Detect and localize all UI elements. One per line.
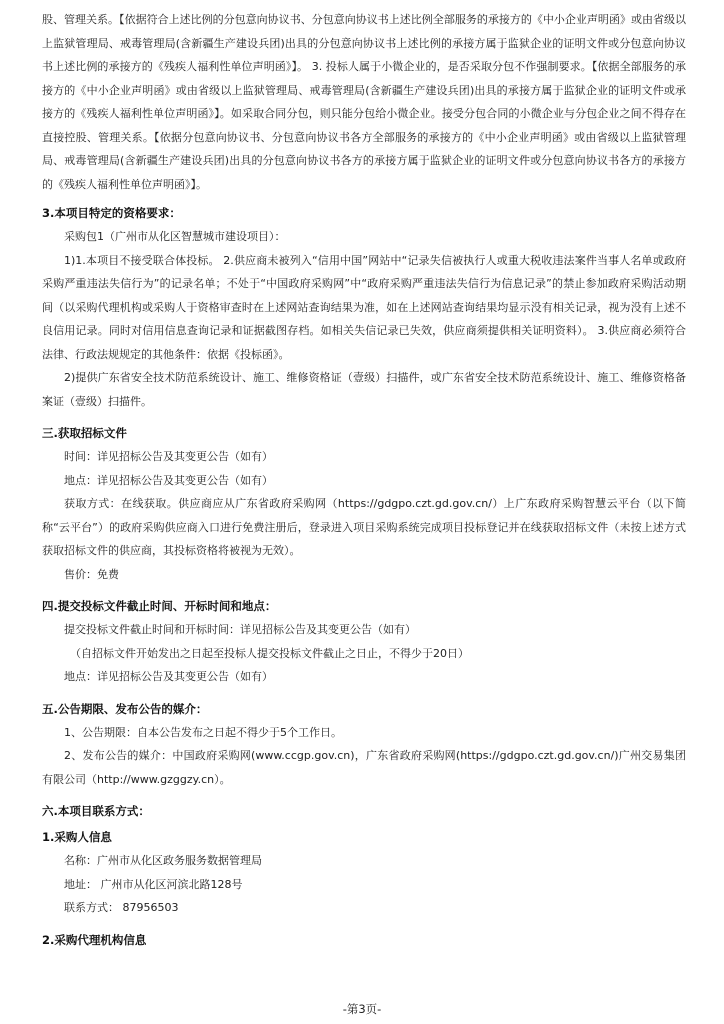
submit-place: 地点：详见招标公告及其变更公告（如有） <box>64 670 273 683</box>
package-label: 采购包1（广州市从化区智慧城市建设项目）： <box>64 230 286 243</box>
buyer-name: 名称：广州市从化区政务服务数据管理局 <box>64 854 262 867</box>
get-docs-time: 时间：详见招标公告及其变更公告（如有） <box>64 450 273 463</box>
subcontract-paragraph: 股、管理关系。【依据符合上述比例的分包意向协议书、分包意向协议书上述比例全部服务的承接方的《中小企业声明函》或由省级以上监狱管理局、戒毒管理局(含新疆生产建设兵团)出具的分包意向协议书上述比例的承接方属于监狱企业的证明文件或分包意向协议书上述比例的承接方的《残疾人福利性单位声明函》】。 3. 投标人属于小微企业的，是否采取分包不作强制要求。【依据全部服务的承接方的《中小企业声明函》或由省级以上监狱管理局、戒毒管理局(含新疆生产建设兵团)出具的承接方属于监狱企业的证明文件或承接方的《残疾人福利性单位声明函》】。如采取合同分包，则只能分包给小微企业。接受分包合同的小微企业与分包企业之间不得存在直接控股、管理关系。【依据分包意向协议书、分包意向协议书各方全部服务的承接方的《中小企业声明函》或由省级以上监狱管理局、戒毒管理局(含新疆生产建设兵团)出具的分包意向协议书各方的承接方属于监狱企业的证明文件或分包意向协议书各方的承接方的《残疾人福利性单位声明函》】。 <box>42 13 686 191</box>
agent-info-heading: 2.采购代理机构信息 <box>42 932 147 947</box>
notice-period: 1、公告期限：自本公告发布之日起不得少于5个工作日。 <box>64 725 342 739</box>
section-contact-heading: 六.本项目联系方式： <box>42 804 150 818</box>
page-number: -第3页- <box>342 1002 382 1016</box>
qualification-item-2: 2)提供广东省安全技术防范系统设计、施工、维修资格证（壹级）扫描件，或广东省安全技术防范系统设计、施工、维修资格备案证（壹级）扫描件。 <box>42 371 686 408</box>
notice-media: 2、发布公告的媒介：中国政府采购网(www.ccgp.gov.cn)，广东省政府采购网(https://gdgpo.czt.gd.gov.cn/)广州交易集团有限公司（http://www.gzggzy.cn）。 <box>42 749 686 786</box>
section-submit-heading: 四.提交投标文件截止时间、开标时间和地点： <box>42 599 277 613</box>
section-qualification-heading: 3.本项目特定的资格要求： <box>42 206 181 220</box>
get-docs-method: 获取方式：在线获取。供应商应从广东省政府采购网（https://gdgpo.czt.gd.gov.cn/）上广东政府采购智慧云平台（以下简称“云平台”）的政府采购供应商入口进行免费注册后，登录进入项目采购系统完成项目投标登记并在线获取招标文件（未按上述方式获取招标文件的供应商，其投标资格将被视为无效）。 <box>42 497 686 557</box>
section-notice-heading: 五.公告期限、发布公告的媒介： <box>42 701 208 716</box>
section-get-docs-heading: 三.获取招标文件 <box>42 426 127 440</box>
get-docs-place: 地点：详见招标公告及其变更公告（如有） <box>64 473 273 487</box>
buyer-phone: 联系方式： 87956503 <box>64 901 179 914</box>
get-docs-price: 售价：免费 <box>64 567 119 581</box>
qualification-item-1: 1)1.本项目不接受联合体投标。 2.供应商未被列入“信用中国”网站中“记录失信被执行人或重大税收违法案件当事人名单或政府采购严重违法失信行为”的记录名单；不处于“中国政府采购网”中“政府采购严重违法失信行为信息记录”的禁止参加政府采购活动期间（以采购代理机构或采购人于资格审查时在上述网站查询结果为准，如在上述网站查询结果均显示没有相关记录，视为没有上述不良信用记录。同时对信用信息查询记录和证据截图存档。如相关失信记录已失效，供应商须提供相关证明资料）。 3.供应商必须符合法律、行政法规规定的其他条件：依据《投标函》。 <box>42 253 686 361</box>
submit-note: （自招标文件开始发出之日起至投标人提交投标文件截止之日止，不得少于20日） <box>70 646 469 660</box>
buyer-info-heading: 1.采购人信息 <box>42 830 112 844</box>
document-page <box>42 8 686 952</box>
submit-time: 提交投标文件截止时间和开标时间：详见招标公告及其变更公告（如有） <box>64 623 416 636</box>
buyer-address: 地址： 广州市从化区河滨北路128号 <box>64 877 243 891</box>
